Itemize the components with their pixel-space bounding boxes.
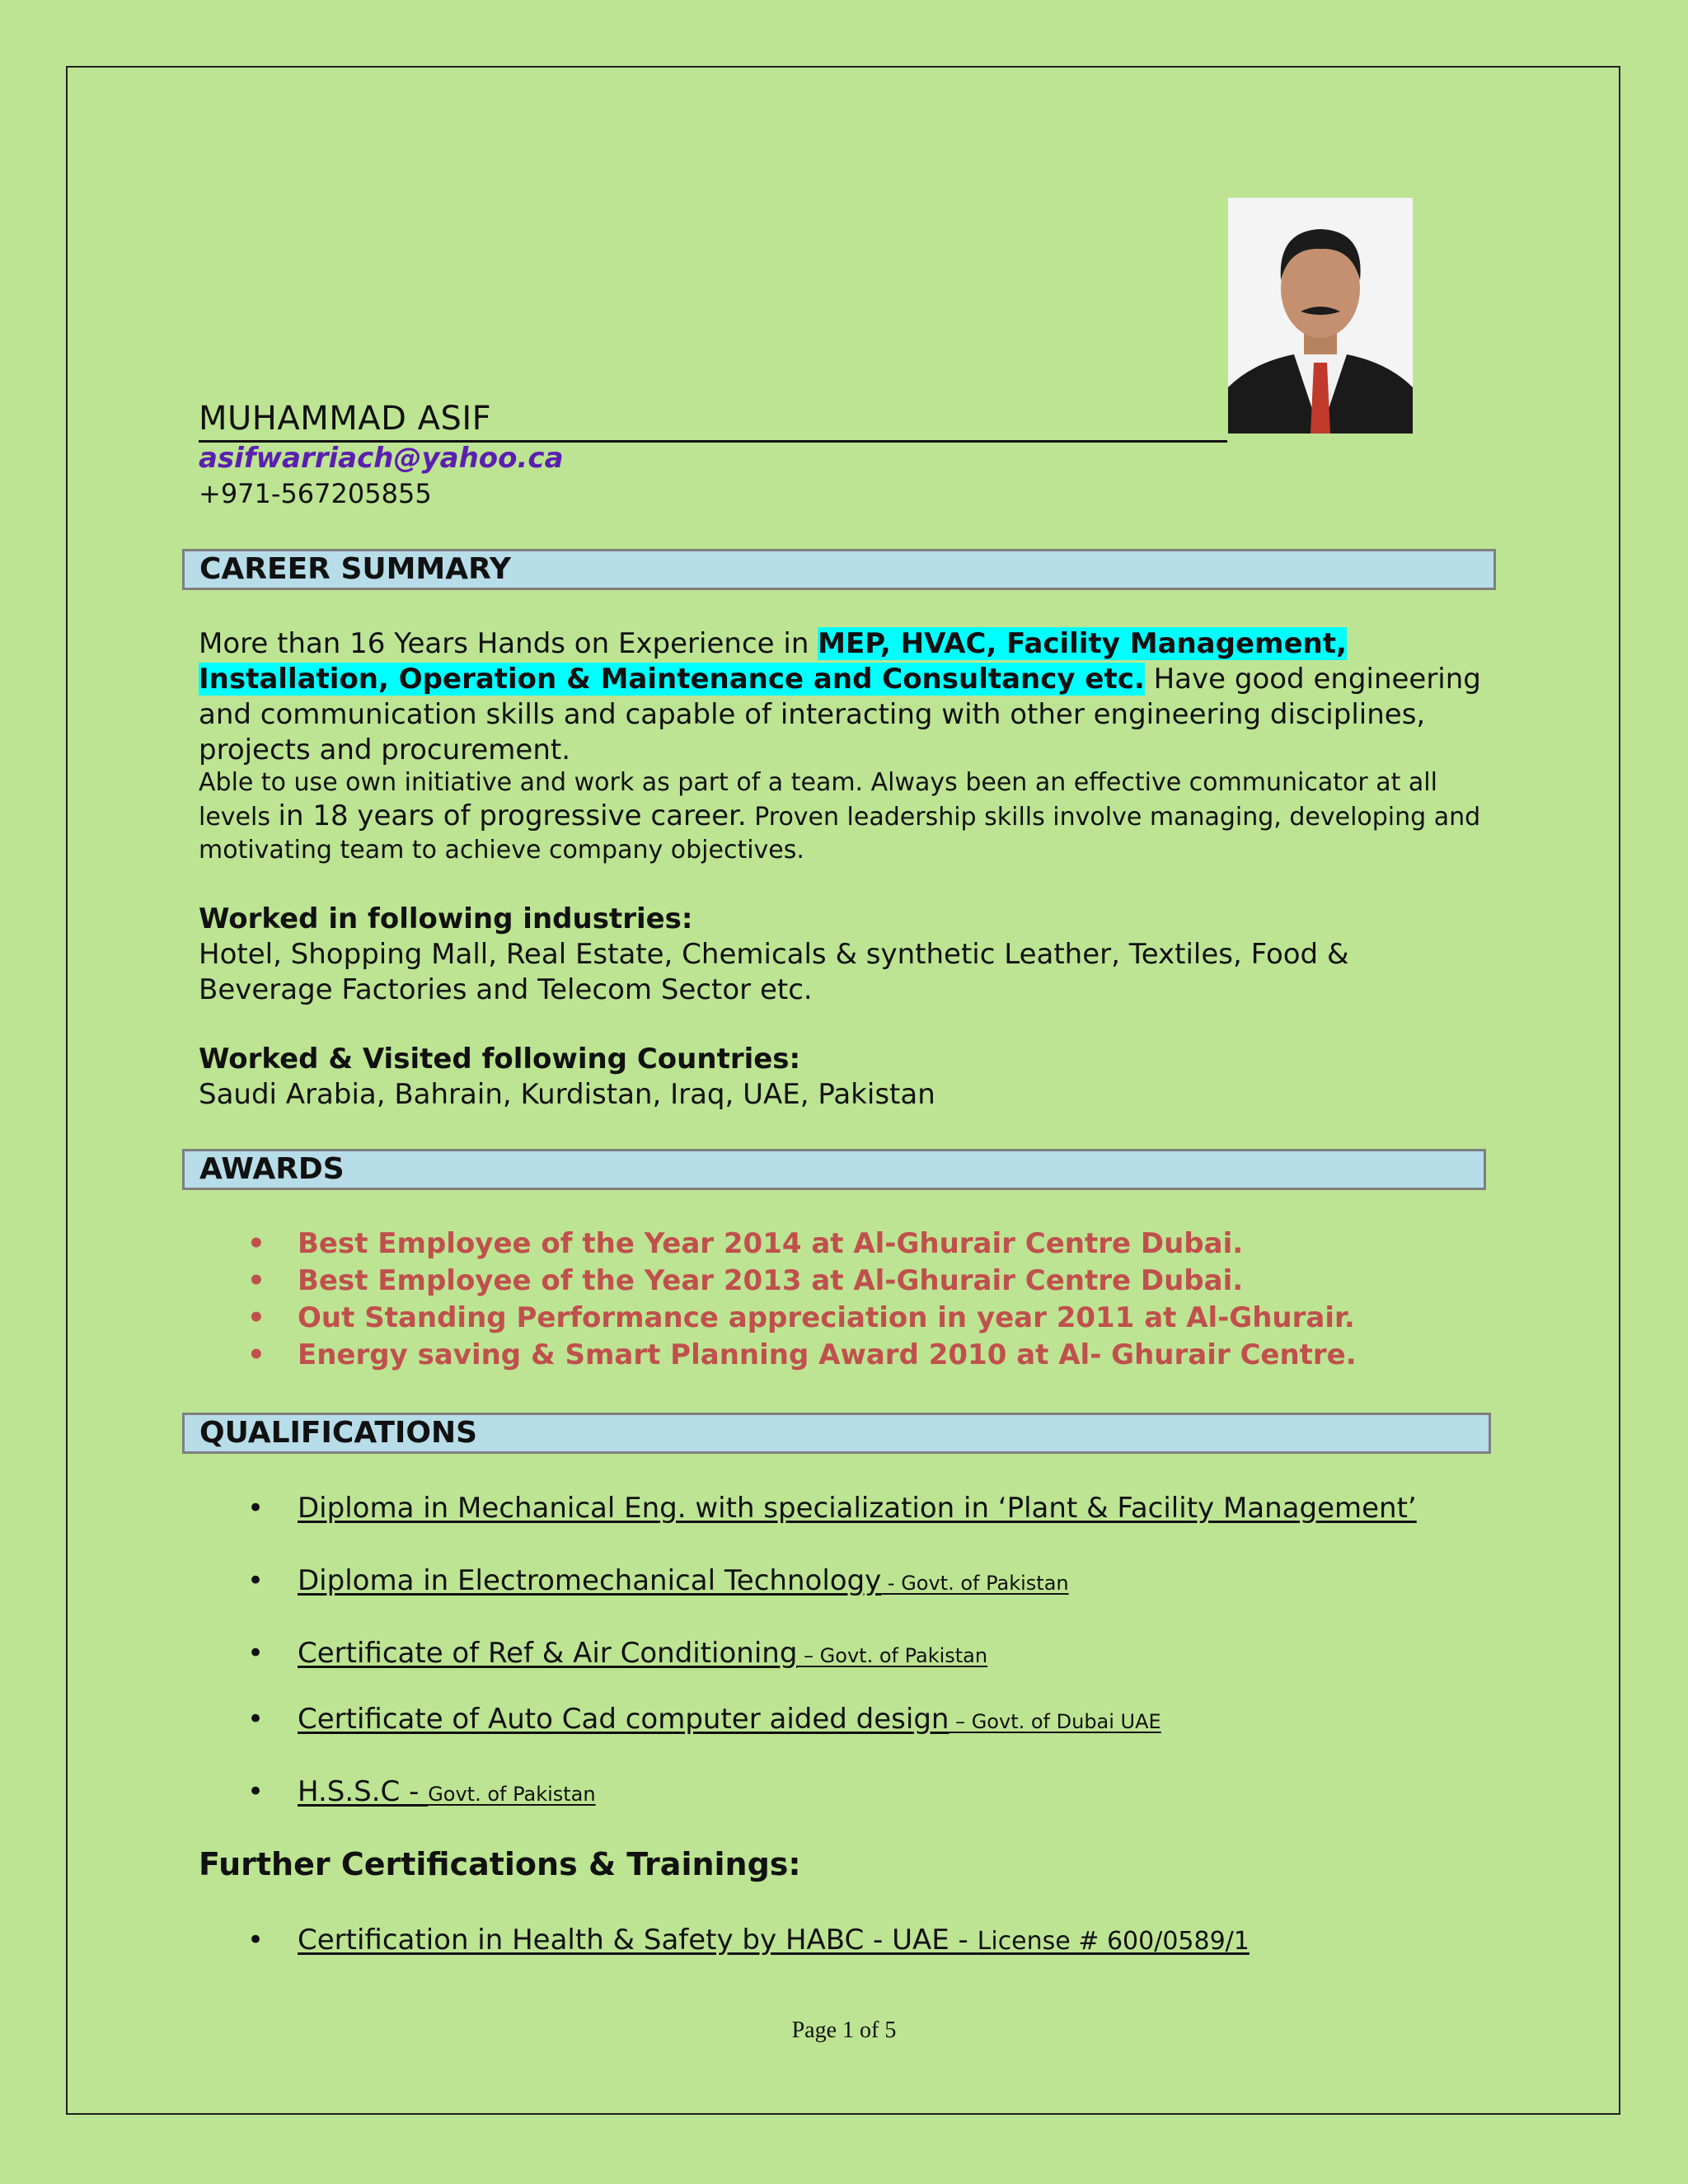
summary-lead: More than 16 Years Hands on Experience in — [199, 627, 818, 660]
countries-label: Worked & Visited following Countries: — [199, 1043, 801, 1076]
qualification-item: • Diploma in Mechanical Eng. with specialization in ‘Plant & Facility Management’ — [247, 1492, 1417, 1525]
further-certifications-heading: Further Certifications & Trainings: — [199, 1846, 801, 1882]
qualification-item: • Certificate of Ref & Air Conditioning – Govt. of Pakistan — [247, 1637, 988, 1670]
industries-block — [199, 902, 1484, 1008]
industries-list: Hotel, Shopping Mall, Real Estate, Chemicals & synthetic Leather, Textiles, Food & Beverage Factories and Telecom Sector etc. — [199, 938, 1349, 1006]
qualification-item: • H.S.S.C - Govt. of Pakistan — [247, 1775, 596, 1808]
award-item: • Best Employee of the Year 2014 at Al-Ghurair Centre Dubai. — [247, 1227, 1244, 1260]
industries-label: Worked in following industries: — [199, 902, 693, 935]
summary-highlight-2: Installation, Operation & Maintenance and Consultancy etc. — [199, 663, 1145, 696]
qualification-item: • Certificate of Auto Cad computer aided design – Govt. of Dubai UAE — [247, 1703, 1161, 1736]
further-item: • Certification in Health & Safety by HABC - UAE - License # 600/0589/1 — [247, 1924, 1250, 1957]
award-item: • Energy saving & Smart Planning Award 2010 at Al- Ghurair Centre. — [247, 1338, 1357, 1371]
summary-rest: Have good engineering and communication skills and capable of interacting with other engineering disciplines, projects and procurement. — [199, 663, 1481, 766]
phone-number: +971-567205855 — [199, 478, 432, 509]
qualification-item: • Diploma in Electromechanical Technology - Govt. of Pakistan — [247, 1564, 1069, 1597]
summary-highlight-1: MEP, HVAC, Facility Management, — [818, 627, 1347, 660]
profile-photo — [1228, 198, 1413, 434]
award-item: • Best Employee of the Year 2013 at Al-Ghurair Centre Dubai. — [247, 1264, 1244, 1297]
qualifications-heading: QUALIFICATIONS — [182, 1413, 1491, 1454]
countries-block — [199, 1042, 1484, 1113]
awards-list — [247, 1226, 1357, 1374]
career-summary-heading: CAREER SUMMARY — [182, 549, 1496, 590]
awards-heading: AWARDS — [182, 1149, 1486, 1190]
summary-p2-b: in 18 years of progressive career. — [278, 799, 747, 832]
email-link[interactable]: asifwarriach@yahoo.ca — [199, 442, 564, 475]
summary-p2-a: Able to use own initiative and work as part of a team. Always been an effective communicator at all levels — [199, 768, 1437, 832]
countries-list: Saudi Arabia, Bahrain, Kurdistan, Iraq, UAE, Pakistan — [199, 1078, 935, 1111]
award-item: • Out Standing Performance appreciation in year 2011 at Al-Ghurair. — [247, 1301, 1355, 1334]
candidate-name: MUHAMMAD ASIF — [199, 397, 1227, 443]
page-number: Page 1 of 5 — [791, 2018, 897, 2043]
summary-paragraph-1 — [199, 626, 1484, 768]
summary-paragraph-2 — [199, 766, 1484, 867]
summary-p2-c: Proven leadership skills involve managing, developing and motivating team to achieve company objectives. — [199, 803, 1481, 865]
